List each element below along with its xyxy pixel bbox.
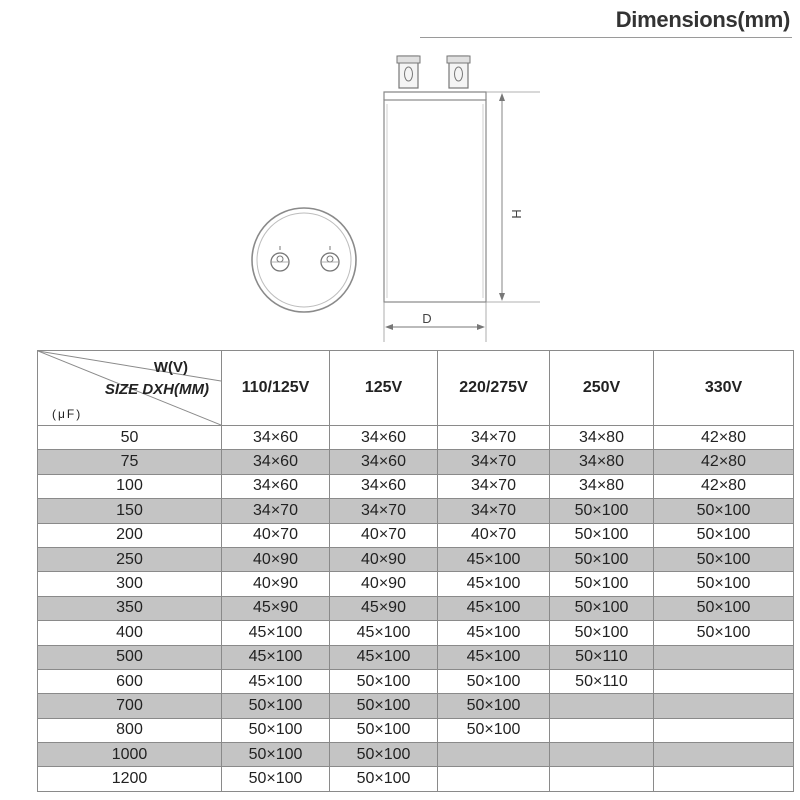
column-header: 220/275V <box>438 351 550 426</box>
size-cell: 50×110 <box>550 645 654 669</box>
table-row <box>38 718 794 742</box>
size-cell: 45×100 <box>330 645 438 669</box>
size-cell: 40×70 <box>222 523 330 547</box>
size-axis-label: SIZE DXH(MM) <box>104 381 209 398</box>
size-cell: 34×70 <box>222 499 330 523</box>
size-cell: 45×100 <box>222 669 330 693</box>
capacitor-side-view <box>384 56 540 342</box>
size-cell: 40×90 <box>330 572 438 596</box>
table-row <box>38 669 794 693</box>
terminal-tab-left <box>397 56 420 88</box>
size-cell: 34×70 <box>330 499 438 523</box>
size-cell: 50×100 <box>550 596 654 620</box>
size-cell: 50×100 <box>330 694 438 718</box>
size-cell: 34×80 <box>550 450 654 474</box>
size-cell: 50×100 <box>330 767 438 791</box>
size-cell: 45×100 <box>438 621 550 645</box>
size-cell: 42×80 <box>654 450 794 474</box>
size-cell: 34×60 <box>222 426 330 450</box>
size-cell: 50×100 <box>550 523 654 547</box>
size-cell <box>550 718 654 742</box>
d-dimension-label: D <box>422 311 432 326</box>
capacitance-cell: 700 <box>38 694 222 718</box>
size-cell: 50×100 <box>654 621 794 645</box>
table-corner-header <box>38 351 222 426</box>
capacitor-top-view <box>252 208 356 312</box>
capacitor-diagram <box>0 0 800 350</box>
size-cell: 50×100 <box>222 694 330 718</box>
size-cell: 45×100 <box>222 621 330 645</box>
size-cell <box>550 743 654 767</box>
size-cell <box>438 743 550 767</box>
size-cell: 50×100 <box>654 523 794 547</box>
size-cell <box>654 718 794 742</box>
capacitance-cell: 300 <box>38 572 222 596</box>
capacitance-cell: 350 <box>38 596 222 620</box>
table-row <box>38 523 794 547</box>
table-row <box>38 694 794 718</box>
size-cell: 34×70 <box>438 499 550 523</box>
size-cell: 50×100 <box>550 499 654 523</box>
table-row <box>38 767 794 791</box>
page-title: Dimensions(mm) <box>615 7 790 32</box>
size-cell: 50×100 <box>550 572 654 596</box>
capacitance-cell: 200 <box>38 523 222 547</box>
size-cell <box>654 694 794 718</box>
size-cell: 45×100 <box>438 596 550 620</box>
size-cell: 50×110 <box>550 669 654 693</box>
column-header: 110/125V <box>222 351 330 426</box>
size-cell <box>654 767 794 791</box>
size-cell: 50×100 <box>438 718 550 742</box>
size-cell: 45×100 <box>438 572 550 596</box>
size-cell: 40×90 <box>330 547 438 571</box>
capacitance-cell: 400 <box>38 621 222 645</box>
size-cell: 45×100 <box>438 645 550 669</box>
table-row <box>38 426 794 450</box>
table-row <box>38 547 794 571</box>
size-cell: 34×60 <box>330 450 438 474</box>
capacitance-cell: 75 <box>38 450 222 474</box>
size-cell: 34×60 <box>222 450 330 474</box>
capacitance-cell: 500 <box>38 645 222 669</box>
size-cell: 34×70 <box>438 426 550 450</box>
table-row <box>38 645 794 669</box>
size-cell: 50×100 <box>222 743 330 767</box>
terminal-tab-right <box>447 56 470 88</box>
terminal-left <box>271 246 289 271</box>
size-cell: 34×60 <box>330 474 438 498</box>
size-cell: 50×100 <box>654 596 794 620</box>
size-cell: 50×100 <box>654 547 794 571</box>
capacitance-cell: 600 <box>38 669 222 693</box>
h-dimension-label: H <box>509 209 524 219</box>
size-cell: 34×80 <box>550 474 654 498</box>
size-cell <box>654 743 794 767</box>
size-cell: 50×100 <box>654 572 794 596</box>
column-header: 250V <box>550 351 654 426</box>
size-cell: 45×90 <box>330 596 438 620</box>
size-cell: 50×100 <box>330 669 438 693</box>
size-cell: 40×90 <box>222 547 330 571</box>
size-cell: 34×80 <box>550 426 654 450</box>
size-cell: 45×100 <box>438 547 550 571</box>
size-cell: 40×90 <box>222 572 330 596</box>
terminal-right <box>321 246 339 271</box>
size-cell: 42×80 <box>654 474 794 498</box>
table-header-row <box>38 351 794 426</box>
capacitance-cell: 1200 <box>38 767 222 791</box>
size-cell: 50×100 <box>330 743 438 767</box>
table-row <box>38 621 794 645</box>
size-cell <box>550 767 654 791</box>
table-row <box>38 596 794 620</box>
voltage-axis-label: W(V) <box>153 359 188 376</box>
size-cell: 50×100 <box>330 718 438 742</box>
column-header: 125V <box>330 351 438 426</box>
capacitance-cell: 150 <box>38 499 222 523</box>
dimensions-table <box>37 350 794 792</box>
size-cell: 50×100 <box>550 621 654 645</box>
table-row <box>38 474 794 498</box>
table-row <box>38 572 794 596</box>
size-cell: 34×60 <box>330 426 438 450</box>
size-cell <box>654 669 794 693</box>
capacitance-cell: 1000 <box>38 743 222 767</box>
size-cell <box>654 645 794 669</box>
capacitance-cell: 100 <box>38 474 222 498</box>
size-cell: 40×70 <box>330 523 438 547</box>
size-cell: 45×100 <box>222 645 330 669</box>
size-cell: 50×100 <box>438 694 550 718</box>
table-row <box>38 450 794 474</box>
column-header: 330V <box>654 351 794 426</box>
size-cell: 50×100 <box>222 718 330 742</box>
size-cell: 40×70 <box>438 523 550 547</box>
size-cell: 50×100 <box>654 499 794 523</box>
size-cell <box>550 694 654 718</box>
size-cell: 34×70 <box>438 450 550 474</box>
size-cell: 50×100 <box>550 547 654 571</box>
capacitance-cell: 250 <box>38 547 222 571</box>
size-cell: 34×70 <box>438 474 550 498</box>
table-row <box>38 499 794 523</box>
capacitance-cell: 50 <box>38 426 222 450</box>
size-cell: 34×60 <box>222 474 330 498</box>
size-cell <box>438 767 550 791</box>
size-cell: 50×100 <box>438 669 550 693</box>
size-cell: 50×100 <box>222 767 330 791</box>
size-cell: 42×80 <box>654 426 794 450</box>
size-cell: 45×100 <box>330 621 438 645</box>
capacitance-axis-label: (μF) <box>52 407 83 421</box>
size-cell: 45×90 <box>222 596 330 620</box>
table-row <box>38 743 794 767</box>
capacitance-cell: 800 <box>38 718 222 742</box>
